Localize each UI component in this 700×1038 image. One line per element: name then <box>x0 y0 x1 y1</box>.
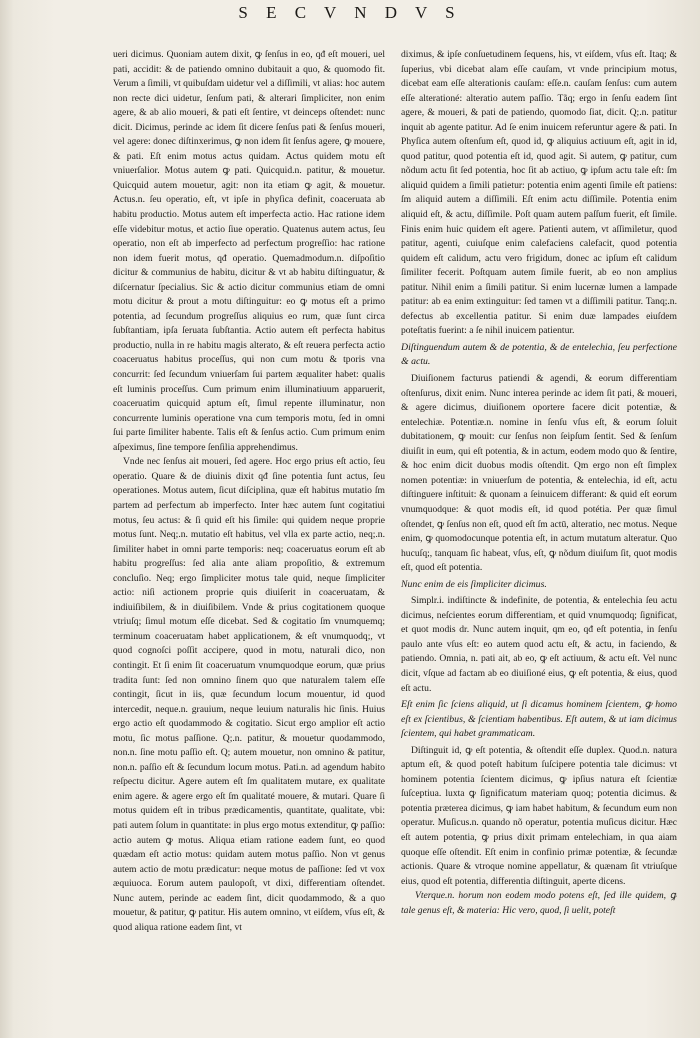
section-heading-potentia: Diſtinguendum autem & de potentia, & de entelechia, ſeu perfectione & actu. <box>401 341 677 368</box>
right-paragraph-2: Diuiſionem facturus patiendi & agendi, & eorum differentiam oſtenſurus, dixit enim. Nunc interea perinde ac idem ſit pati, & moueri, & agere dicimus, diuiſionem oportere facere dicit potentiæ, & entelechiæ. Potentiæ.n. nomine in ſenſu vſus eſt, & eorum ſoluit dubitationem, ꝙ mouit: cur ſenſus non ſeipſum ſentit. Sed & ſenſum diuiſit in eum, qui eſt potentia, & in actum, eodem modo quo & ſentire, & hoc enim dicit duobus modis oſtendit. Qm ergo non eſt ſimplex nomen potentiæ: in vniuerſum de potentia, & entelechia, id eſt, actu diſtinguere inſtituit: & quonam a ſeinuicem differant: & quid eſt eorum vnumquodque: & quot modis eſt, id quod potétia. Per quæ ſimul oſtendet, ꝙ ſenſus non eſt, quod eſt ſm actū, alteratio, nec motus. Neque enim, ꝙ quomodocunque potentia eſt, in actum mutatum alteratur. Quo hucuſq;, tanquam ſic habeat, vſus, eſt, ꝙ nõdum diuiſum ſit, quot modis eſt, quod eſt potentia. <box>401 373 677 574</box>
right-paragraph-1: diximus, & ipſe conſuetudinem ſequens, his, vt eiſdem, vſus eſt. Itaq; & ſuperius, vbi dicebat alam eſſe cauſam, vt vnde principium motus, dicebat eam eſſe alterationis cauſam: eſſe.n. cauſam ſenſus: cum autem eſſe alterationé: alteratio autem paſſio. Tãq; ergo in ſenſu eadem ſint agere, & moueri, & pati de patiendo, quomodo ſiat, dicit. Q;.n. patitur inquit ab agente patitur. Ad ſe enim inuicem referuntur agere & pati. In Phyſica autem oſtenſum eſt, quod id, ꝙ aliquius actiuum eſt, agit in id, quod patitur, quod potentia eſt id, quod agit. Si autem, ꝙ patitur, cum nõdum actu ſit ſed potentia, hoc ſit ab actiuo, ꝙ ipſum actu tale eſt: ſm aliquid quidem a ſimili patietur: potentia enim agenti ſimile eſt patiens: ſm aliquid autem a diſſimili. Eſt enim actu diſſimile. Potentia enim aliquid eſt, & actu, diſſimile. Poſt quam autem paſſum fuerit, eſt ſimile. Finis enim huic quidem eſt agere. Patienti autem, vt aſſimiletur, quod patitur, agenti, cuiuſque enim calefaciens calefacit, quod potentia quidem eſt calidum, actu vero frigidum, donec ac ipſum eſt calidum ſimiliter fecerit. Poſtquam autem ſimile fuerit, ab eo non amplius patitur. Nihil enim a ſimili patitur. Si enim lucernæ lumen a lampade patitur: ab ea enim extinguitur: ſed tamen vt a diſſimili patitur. Tanq;.n. defectus ab excellentia patitur. Si enim duæ lampades eiuſdem poteſtatis fuerint: a ſe nihil inuicem patientur. <box>401 49 677 337</box>
section-quote-vterque: Vterque.n. horum non eodem modo potens eſt, ſed ille quidem, ꝙ tale genus eſt, & materia: Hic vero, quod, ſi uelit, poteſt <box>401 890 677 916</box>
left-paragraph-2: Vnde nec ſenſus ait moueri, ſed agere. Hoc ergo prius eſt actio, ſeu operatio. Quare & de diuinis dixit qđ ſine potentia ſunt actus, ſeu operationes. Motus autem, ſicut diſciplina, quæ eſt habitus mutatio ſm partem ad perfectum ab imperfecto. Inter hæc autem ſunt cogitatiui motus, ſeu actus: & ſi quid eſt his ſimile: qui quidem neque proprie motus ſunt. Neq;.n. mutatio eſt habitus, vel vlla ex parte actio, neq;.n. ſimiliter habet in omni parte temporis: neq; coaceruatus eorum eſt ab habitu progreſſus: ſed alia ante aliam propoſitio, & extremum concluſio. Neq; ergo ſimpliciter motus tale quid, neque ſimpliciter actio: niſi actionem proprie quis diuiſerit in coaceruatam, & indiuiſibilem, & in diuiſibilem. Vnde & prius cogitationem quoque vtriuſq; ſimul motum eſſe dicebat. Sed & cogitatio ſm vnumquemq; terminum coaceruatam habet applicationem, & eſt vnumquodq;, vt quod cognoſci poſſit accipere, quod in motu, naturali dico, non contingit. Et ſi enim ſit coaceruatum vnumquodque eorum, quæ prius tradita ſunt: ſed non omnino ſinem quo que naturalem talem eſſe contingit, ſicut in iis, quæ ſecundum locum mouentur, id quod intercedit, neque.n. grauium, neque leuium naturalis hic ſinis. Huius ergo actio eſt quodammodo & cogitatio. Sicut ergo amplior eſt actio motu, ſic motus paſſione. Q;.n. patitur, & mouetur quodammodo, non.n. ſine motu paſſio eſt. Q; autem mouetur, non omnino & patitur, non.n. paſſio eſt & ſecundum locum motus. Pati.n. ad agendum habito reſpectu dicitur. Agere autem eſt ſm qualitatem mutare, ex qualitate enim agere. & agere ergo eſt ſm qualitaté mouere, & mutari. Quare ſi motus quidem eſt in tribus prædicamentis, quantitate, qualitate, vbi: pati autem ſolum in quantitate: in plus ergo motus extenditur, ꝙ paſſio: actio autem ꝙ motus. Aliqua etiam ratione eadem ſunt, eo quod quædam eſt actio motus: quidam autem motus paſſio. Non vt genus autem actio de motu prædicatur: neque motus de paſſione: ſed vt vox æquiuoca. Eorum autem paulopoſt, vt dixi, differentiam oſtendet. Nunc autem, perinde ac eadem ſint, dicit quodammodo, & a quo mouetur, & patitur, ꝙ patitur. His autem omnino, vt eiſdem, vſus eſt, & quod aliqua ratione eadem ſint, vt <box>113 456 385 933</box>
section-heading-sciens: Eſt enim ſic ſciens aliquid, ut ſi dicamus hominem ſcientem, ꝙ homo eſt ex ſcientibus, & ſcientiam habentibus. Eſt autem, & ut iam dicimus ſcientem, qui habet grammaticam. <box>401 699 677 740</box>
running-title: S E C V N D V S <box>238 3 462 22</box>
right-column <box>401 48 677 1018</box>
right-paragraph-4: Diſtinguit id, ꝙ eſt potentia, & oſtendit eſſe duplex. Quod.n. natura aptum eſt, & quod poteſt habitum ſuſcipere potentia tale dicimus: vt hominem potentia ſcientem dicimus, ꝙ ipſius natura eſt ſcientiæ ſuſceptiua. luxta ꝙ ſignificatum materiam quoq; potentia dicimus. & potentia præterea dicimus, ꝙ iam habet habitum, & ſecundum eum non operatur. Muſicus.n. quando nõ operatur, potentia muſicus dicitur. Hæc eſt autem potentia, ꝙ prius dixit primam entelechiam, in qua aiam quoque eſſe oſtendit. Eſt enim in confinio primæ potentiæ, & ſecundæ actionis. Quare & vtroque nomine appellatur, & quænam ſit vtriuſque eius, quod eſt potentia, differentia diſtinguit, aperte dicens. <box>401 744 677 887</box>
left-column <box>113 48 385 1018</box>
section-heading-simpliciter: Nunc enim de eis ſimpliciter dicimus. <box>401 578 547 590</box>
left-paragraph-1: ueri dicimus. Quoniam autem dixit, ꝙ ſenſus in eo, qđ eſt moueri, uel pati, accidit: & de patiendo omnino dubitauit a quo, & quomodo fit. Verum a ſimili, vt quibuſdam uidetur vel a diſſimili, vt alias: hoc autem non recte dici uidetur, ſenſum pati, & alterari ſimpliciter, non enim agere, & ab alio moueri, & pati eſt ſentire, vt deinceps oſtendet: nunc dicit. Dicimus, perinde ac idem ſit dicere ſenſus pati & ſenſus moueri, vel agere: donec diſtinxerimus, ꝙ non idem ſit ſenſus agere, ꝙ mouere, & pati. Eſt enim motus actus quidam. Actus quidem motu eſt vniuerſalior. Motus autem ꝙ pati. Quicquid.n. patitur, & mouetur. Quicquid autem mouetur, agit: non ita etiam ꝙ agit, & mouetur. Actus.n. ſeu operatio, eſt, vt ipſe in phyſica definit, coaceruata ab habitu productio. Motus autem eſt imperfecta actio. Hac ratione idem eſſe videbitur motus, et actio ſiue operatio. Quatenus autem actus, ſeu operatio, non eſt ab imperfecto ad perfectum progreſſio: hac ratione non idem fuerit motus, qđ operatio. Quemadmodum.n. diſpoſitio dicitur & communius de habitu, dicitur & vt ab habitu diſtinguatur, & diſcernatur ſpecialius. Sic & actio dicitur communius etiam de omni motu dicitur & prout a motu diſtinguitur: eo ꝙ motus eſt a primo potentia, ad ſecundum progreſſus aliquius eo rum, quæ ſunt circa ſubſtantiam, ipſa ſeruata ſubſtantia. Actio autem eſt perfecta habitus productio, nulla in re habitu magis alterato, & eſt reuera perfecta actio coaceruatus habitus proceſſus, qui non cum motu & tporis vna concurrit: ſed ſecundum vniuerſam ſui partem æqualiter habet: qualis eſt luminis proceſſus. Cum primum enim illuminatiuum apparuerit, coaceruatim quicquid aptum eſt, ſimul repente illuminatur, non concurrente luminis operatione vna cum temporis motu, ſed in omni ſui parte ſimiliter habente. Talis eſt & ſenſus actio. Cum primum enim aſpeximus, ſine tempore ſenſilia apprehendimus. <box>113 49 385 453</box>
right-paragraph-3: Simplr.i. indiſtincte & indefinite, de potentia, & entelechia ſeu actu dicimus, neſcientes eorum differentiam, et quid vnumquodq; ſignificat, et quot modis dr. Nunc autem inquit, qm eo, qđ eſt potentia, in ſenſu paulo ante vſus eſt: eo autem quod actu eſt, & actu, in faciendo, & patiendo. Omnia, n. pati ait, ab eo, ꝙ eſt actiuum, & actu eſt. Vel nunc dicit, vſque ad factam ab eo diuiſioné eius, ꝙ eſt potentia, & eius, quod eſt actu. <box>401 595 677 694</box>
